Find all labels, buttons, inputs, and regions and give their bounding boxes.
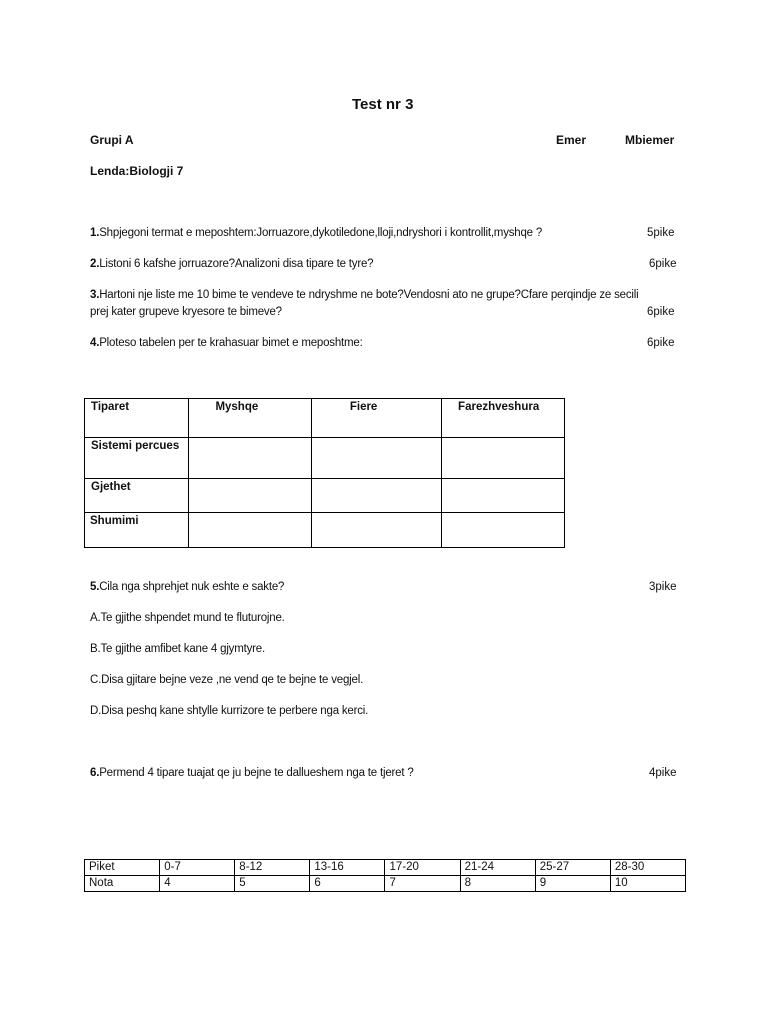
question-3-text-line2: prej kater grupeve kryesore te bimeve? — [90, 306, 282, 318]
grading-cell: 9 — [535, 876, 610, 892]
option-d: D.Disa peshq kane shtylle kurrizore te perbere nga kerci. — [90, 705, 369, 717]
question-1-text: Shpjegoni termat e meposhtem:Jorruazore,dykotiledone,lloji,ndryshori i kontrollit,myshqe ? — [99, 227, 543, 239]
question-5 — [90, 581, 284, 593]
group-label: Grupi A — [90, 133, 134, 147]
grading-cell: Nota — [85, 876, 160, 892]
question-2-number: 2. — [90, 258, 100, 270]
plants-table-row-label: Shumimi — [85, 513, 189, 548]
grading-table-row-points — [85, 860, 686, 876]
grading-cell: 21-24 — [460, 860, 535, 876]
grading-cell: 0-7 — [160, 860, 235, 876]
question-3 — [90, 289, 638, 301]
option-a: A.Te gjithe shpendet mund te fluturojne. — [90, 612, 285, 624]
question-2-points: 6pike — [649, 258, 677, 270]
grading-cell: 5 — [235, 876, 310, 892]
question-6-points: 4pike — [649, 767, 677, 779]
surname-label: Mbiemer — [625, 133, 675, 147]
plants-table — [84, 398, 565, 548]
plants-table-header: Farezhveshura — [442, 399, 565, 438]
plants-table-cell[interactable] — [442, 438, 565, 479]
plants-table-row — [85, 513, 565, 548]
plants-table-cell[interactable] — [311, 479, 441, 513]
question-3-number: 3. — [90, 289, 100, 301]
question-5-number: 5. — [90, 581, 100, 593]
question-3-text: Hartoni nje liste me 10 bime te vendeve te ndryshme ne bote?Vendosni ato ne grupe?Cfare perqindje ze secili — [99, 289, 639, 301]
question-5-text: Cila nga shprehjet nuk eshte e sakte? — [99, 581, 285, 593]
option-b: B.Te gjithe amfibet kane 4 gjymtyre. — [90, 643, 265, 655]
plants-table-row — [85, 438, 565, 479]
question-4-text: Ploteso tabelen per te krahasuar bimet e meposhtme: — [99, 337, 363, 349]
grading-cell: 7 — [385, 876, 460, 892]
grading-cell: 25-27 — [535, 860, 610, 876]
grading-cell: 13-16 — [310, 860, 385, 876]
plants-table-header: Tiparet — [85, 399, 189, 438]
question-1 — [90, 227, 542, 239]
plants-table-row — [85, 479, 565, 513]
grading-cell: 4 — [160, 876, 235, 892]
grading-table-row-grades — [85, 876, 686, 892]
plants-table-header: Fiere — [311, 399, 441, 438]
question-5-points: 3pike — [649, 581, 677, 593]
grading-table — [84, 859, 686, 892]
page-title: Test nr 3 — [352, 96, 414, 113]
question-3-points: 6pike — [647, 306, 675, 318]
question-1-number: 1. — [90, 227, 100, 239]
plants-table-header-row — [85, 399, 565, 438]
grading-cell: 8 — [460, 876, 535, 892]
question-6 — [90, 767, 414, 779]
plants-table-cell[interactable] — [442, 479, 565, 513]
grading-cell: Piket — [85, 860, 160, 876]
plants-table-cell[interactable] — [189, 513, 311, 548]
plants-table-row-label: Gjethet — [85, 479, 189, 513]
plants-table-cell[interactable] — [189, 479, 311, 513]
question-2-text: Listoni 6 kafshe jorruazore?Analizoni disa tipare te tyre? — [99, 258, 374, 270]
question-6-number: 6. — [90, 767, 100, 779]
question-4-number: 4. — [90, 337, 100, 349]
grading-cell: 10 — [610, 876, 685, 892]
question-4-points: 6pike — [647, 337, 675, 349]
question-4 — [90, 337, 363, 349]
plants-table-header: Myshqe — [189, 399, 311, 438]
name-label: Emer — [556, 133, 587, 147]
option-c: C.Disa gjitare bejne veze ,ne vend qe te bejne te vegjel. — [90, 674, 364, 686]
plants-table-cell[interactable] — [311, 513, 441, 548]
grading-cell: 6 — [310, 876, 385, 892]
grading-cell: 17-20 — [385, 860, 460, 876]
plants-table-cell[interactable] — [189, 438, 311, 479]
subject-label: Lenda:Biologji 7 — [90, 164, 184, 178]
grading-cell: 8-12 — [235, 860, 310, 876]
question-1-points: 5pike — [647, 227, 675, 239]
plants-table-cell[interactable] — [311, 438, 441, 479]
plants-table-cell[interactable] — [442, 513, 565, 548]
grading-cell: 28-30 — [610, 860, 685, 876]
question-6-text: Permend 4 tipare tuajat qe ju bejne te dallueshem nga te tjeret ? — [99, 767, 414, 779]
plants-table-row-label: Sistemi percues — [85, 438, 189, 479]
question-2 — [90, 258, 373, 270]
